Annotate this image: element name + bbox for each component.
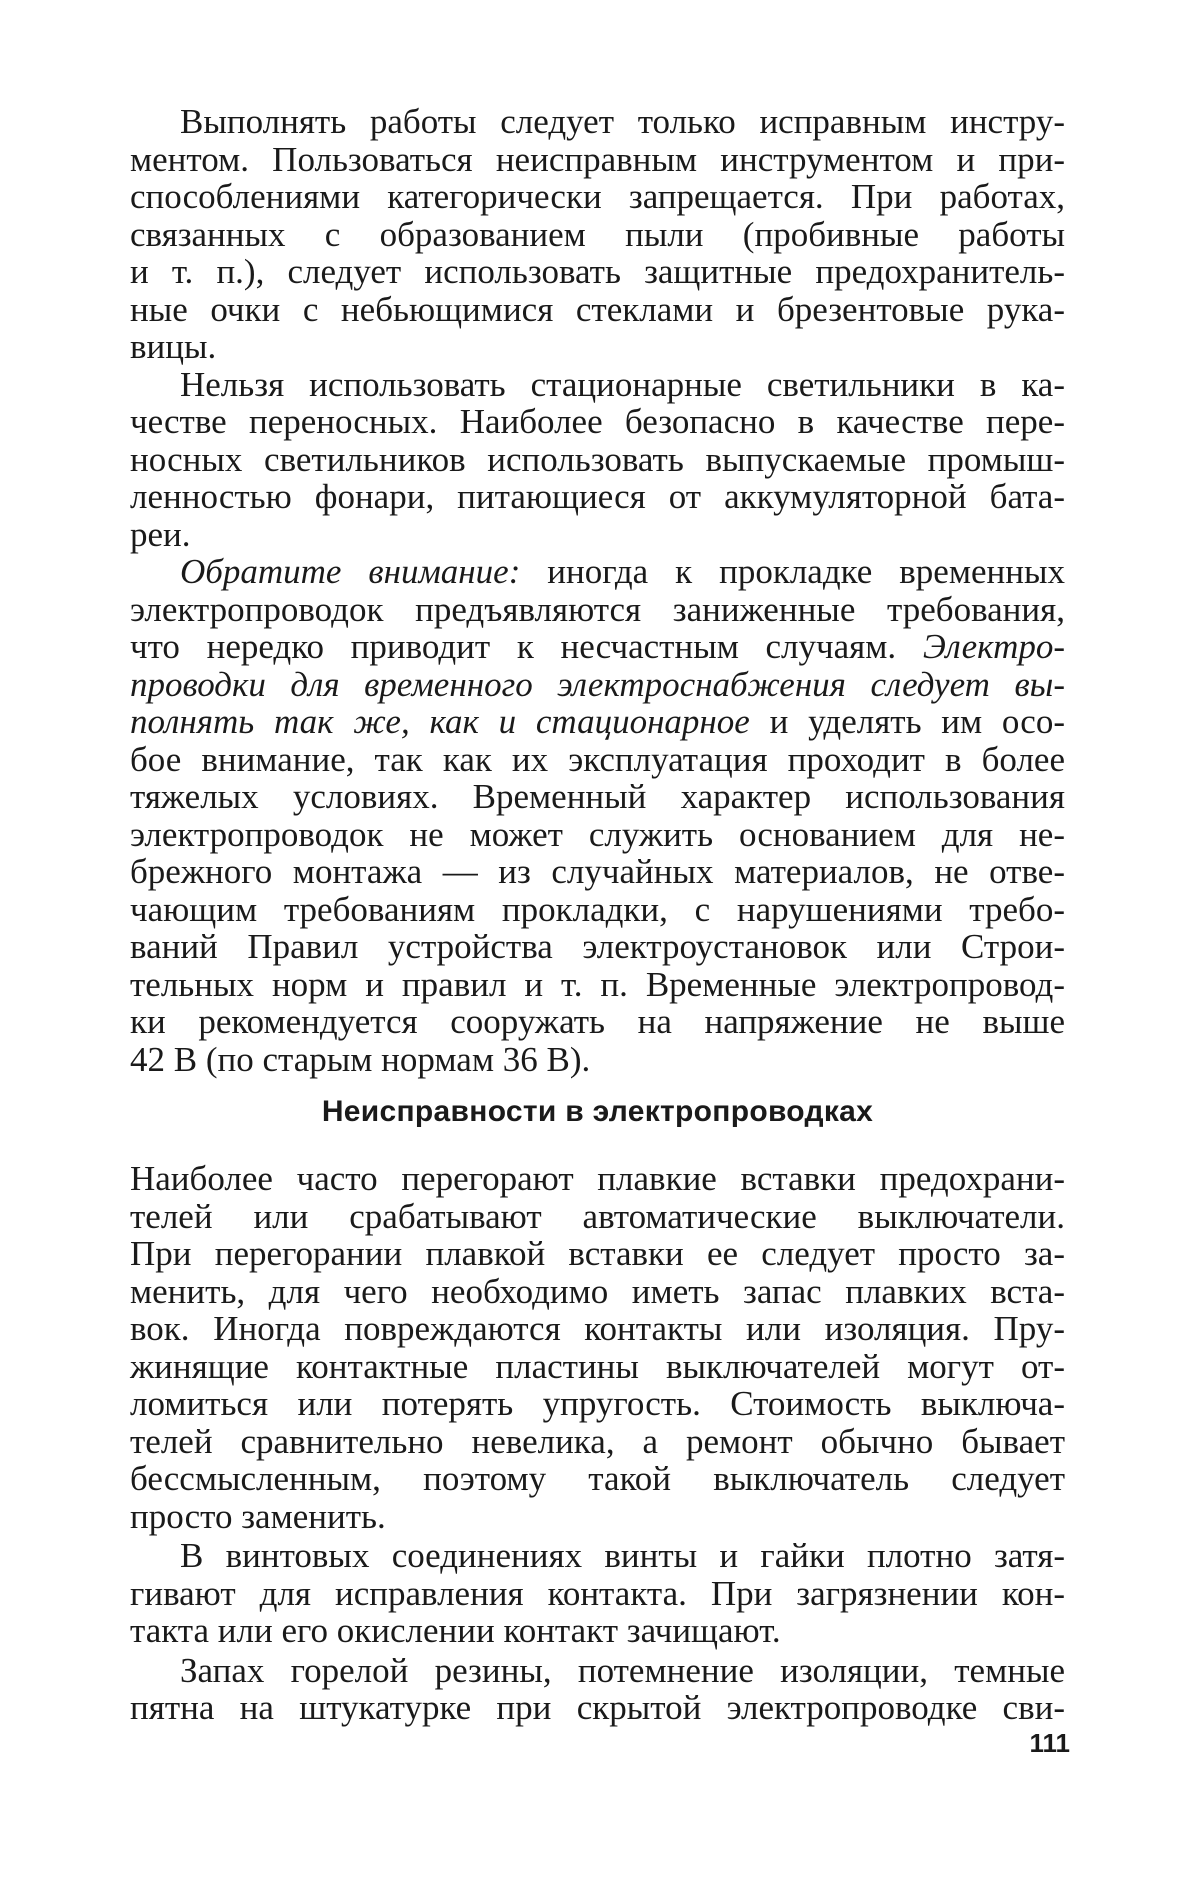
text-line: гивают для исправления контакта. При загрязнении кон-: [130, 1573, 1065, 1613]
text-line: и т. п.), следует использовать защитные предохранитель-: [130, 252, 1065, 291]
body-text-top: [130, 103, 1065, 1078]
text-line: ментом. Пользоваться неисправным инструментом и при-: [130, 139, 1065, 179]
paragraph-lamps: [130, 366, 1065, 554]
text-fragment: что нередко приводит к несчастным случаям.: [130, 627, 923, 666]
emphasis-text: проводки для временного электроснабжения следует вы-: [130, 664, 1065, 704]
text-line: Запах горелой резины, потемнение изоляции, темные: [180, 1650, 1065, 1690]
text-line: [130, 666, 1065, 704]
paragraph-notice: [130, 553, 1065, 1078]
text-line: вок. Иногда повреждаются контакты или изоляция. Пру-: [130, 1309, 1065, 1348]
text-line: менить, для чего необходимо иметь запас плавких вста-: [130, 1271, 1065, 1311]
text-line: такта или его окислении контакт зачищают.: [130, 1611, 781, 1650]
text-line: связанных с образованием пыли (пробивные работы: [130, 214, 1065, 254]
section-heading: Неисправности в электропроводках: [321, 1095, 874, 1128]
text-line: При перегорании плавкой вставки ее следует просто за-: [130, 1234, 1065, 1273]
text-fragment: иногда к прокладке временных: [520, 552, 1065, 591]
emphasis-text: полнять так же, как и стационарное: [130, 702, 750, 741]
page-number: 111: [1029, 1728, 1070, 1758]
paragraph-smell: [130, 1652, 1065, 1727]
text-line: реи.: [130, 514, 191, 554]
text-line: чающим требованиям прокладки, с нарушениями требо-: [130, 889, 1065, 929]
text-line: телей сравнительно невелика, а ремонт обычно бывает: [130, 1421, 1065, 1461]
text-line: честве переносных. Наиболее безопасно в качестве пере-: [130, 402, 1065, 441]
text-fragment: и уделять им осо-: [749, 702, 1065, 741]
paragraph-tools: [130, 103, 1065, 366]
text-line: [130, 628, 1065, 666]
text-line: тельных норм и правил и т. п. Временные электропровод-: [130, 964, 1065, 1004]
text-line: способлениями категорически запрещается. При работах,: [130, 177, 1065, 216]
text-line: электропроводок предъявляются заниженные требования,: [130, 589, 1065, 629]
text-line: Выполнять работы следует только исправным инстру-: [180, 102, 1065, 141]
text-line: В винтовых соединениях винты и гайки плотно затя-: [180, 1536, 1065, 1575]
text-line: пятна на штукатурке при скрытой электропроводке сви-: [130, 1688, 1065, 1727]
paragraph-fuses: [130, 1160, 1065, 1535]
text-line: носных светильников использовать выпускаемые промыш-: [130, 439, 1065, 479]
text-line: просто заменить.: [130, 1496, 386, 1536]
text-line: тяжелых условиях. Временный характер использования: [130, 777, 1065, 816]
text-line: бое внимание, так как их эксплуатация проходит в более: [130, 739, 1065, 779]
text-line: вицы.: [130, 327, 217, 366]
text-line: бессмысленным, поэтому такой выключатель следует: [130, 1459, 1065, 1498]
text-line: Наиболее часто перегорают плавкие вставки предохрани-: [130, 1159, 1065, 1198]
paragraph-screws: [130, 1537, 1065, 1650]
text-line: телей или срабатывают автоматические выключатели.: [130, 1196, 1065, 1236]
text-line: ные очки с небьющимися стеклами и брезентовые рука-: [130, 289, 1065, 329]
text-line: ваний Правил устройства электроустановок или Строи-: [130, 927, 1065, 966]
text-line: Нельзя использовать стационарные светильники в ка-: [180, 364, 1065, 404]
text-line: [130, 553, 1065, 591]
text-line: ленностью фонари, питающиеся от аккумуляторной бата-: [130, 477, 1065, 516]
text-line: [130, 703, 1065, 741]
emphasis-text: Электро-: [922, 627, 1065, 666]
text-line: электропроводок не может служить основанием для не-: [130, 814, 1065, 854]
text-line: ки рекомендуется сооружать на напряжение не выше: [130, 1002, 1065, 1041]
body-text-bottom: [130, 1160, 1065, 1727]
text-line: 42 В (по старым нормам 36 В).: [130, 1039, 591, 1079]
notice-label: Обратите внимание:: [180, 552, 521, 591]
text-line: жинящие контактные пластины выключателей могут от-: [130, 1346, 1065, 1386]
text-line: брежного монтажа — из случайных материалов, не отве-: [130, 852, 1065, 891]
text-line: ломиться или потерять упругость. Стоимость выключа-: [130, 1384, 1065, 1423]
